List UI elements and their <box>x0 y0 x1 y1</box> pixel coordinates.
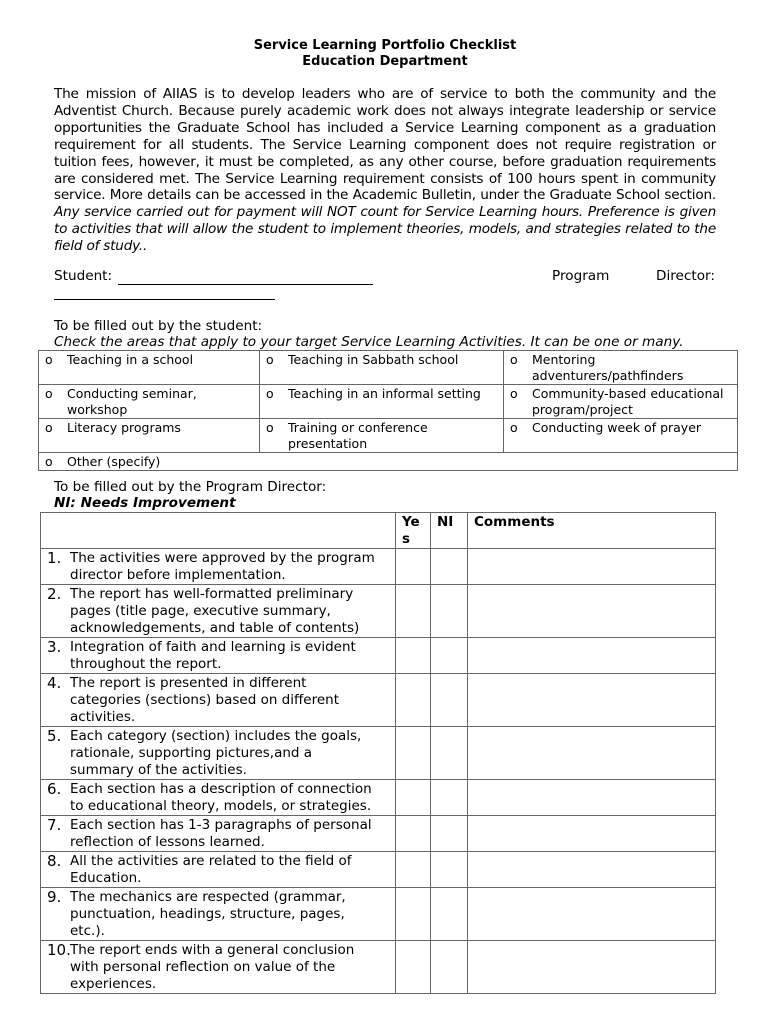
criterion <box>41 852 396 888</box>
ni-cell[interactable] <box>431 638 468 674</box>
yes-cell[interactable] <box>396 674 431 727</box>
ni-cell[interactable] <box>431 674 468 727</box>
activity-label: Teaching in an informal setting <box>288 386 481 401</box>
director-field[interactable] <box>54 299 275 300</box>
ni-cell[interactable] <box>431 816 468 852</box>
activity-label: Community-based educational program/project <box>532 386 724 417</box>
criterion-text: The report has well-formatted preliminary pages (title page, executive summary, acknowledgements, and table of contents) <box>70 586 360 636</box>
program-label: Program <box>552 268 610 284</box>
criterion <box>41 674 396 727</box>
criteria-row <box>41 585 716 638</box>
criterion <box>41 727 396 780</box>
ni-cell[interactable] <box>431 852 468 888</box>
mission-text: The mission of AIIAS is to develop leaders who are of service to both the community and the Adventist Church. Because purely academic work does not always integrate leadership or service opportunities the Graduate School has included a Service Learning component as a graduation requirement for all students. The Service Learning component does not require registration or tuition fees, however, it must be completed, as any other course, before graduation requirements are considered met. The Service Learning requirement consists of 100 hours spent in community service. More details can be accessed in the Academic Bulletin, under the Graduate School section. <box>54 86 716 204</box>
activity-label: Mentoring adventurers/pathfinders <box>532 352 684 383</box>
activity-option[interactable] <box>39 419 260 453</box>
criterion-text: The mechanics are respected (grammar, punctuation, headings, structure, pages, etc.). <box>70 889 346 939</box>
checkbox-bullet-icon[interactable]: o <box>45 454 53 469</box>
yes-cell[interactable] <box>396 888 431 941</box>
comments-cell[interactable] <box>468 549 716 585</box>
student-section-heading: To be filled out by the student: <box>54 318 263 334</box>
criterion-number: 3. <box>47 638 62 656</box>
criterion-number: 2. <box>47 585 62 603</box>
criterion <box>41 638 396 674</box>
mission-paragraph <box>54 86 716 255</box>
comments-cell[interactable] <box>468 638 716 674</box>
criterion-number: 7. <box>47 816 62 834</box>
activity-option[interactable] <box>260 419 504 453</box>
criteria-row <box>41 941 716 994</box>
criterion <box>41 549 396 585</box>
comments-cell[interactable] <box>468 852 716 888</box>
activity-option[interactable] <box>260 385 504 419</box>
criterion <box>41 941 396 994</box>
ni-cell[interactable] <box>431 941 468 994</box>
ni-cell[interactable] <box>431 888 468 941</box>
criterion-number: 8. <box>47 852 62 870</box>
criterion <box>41 888 396 941</box>
student-section-instruction: Check the areas that apply to your target Service Learning Activities. It can be one or many. <box>54 334 684 350</box>
yes-cell[interactable] <box>396 585 431 638</box>
yes-cell[interactable] <box>396 638 431 674</box>
criterion-text: Each section has a description of connection to educational theory, models, or strategies. <box>70 781 372 814</box>
yes-cell[interactable] <box>396 780 431 816</box>
checkbox-bullet-icon[interactable]: o <box>266 352 274 367</box>
student-label: Student: <box>54 268 113 284</box>
criterion-text: The report is presented in different categories (sections) based on different activities. <box>70 675 340 725</box>
mission-note: Any service carried out for payment will NOT count for Service Learning hours. Preference is given to activities that will allow the student to implement theories, models, and strategies related to the field of study.. <box>54 204 716 255</box>
criterion-number: 4. <box>47 674 62 692</box>
director-section-heading: To be filled out by the Program Director: <box>54 479 327 495</box>
criterion-text: The report ends with a general conclusion with personal reflection on value of the experiences. <box>70 942 355 992</box>
criteria-row <box>41 549 716 585</box>
activity-row <box>39 351 738 385</box>
activity-label: Conducting week of prayer <box>532 420 702 435</box>
activity-label: Teaching in Sabbath school <box>288 352 459 367</box>
document-title: Service Learning Portfolio Checklist <box>253 38 517 53</box>
ni-cell[interactable] <box>431 549 468 585</box>
comments-cell[interactable] <box>468 585 716 638</box>
ni-cell[interactable] <box>431 727 468 780</box>
checkbox-bullet-icon[interactable]: o <box>45 386 53 401</box>
activity-label: Other (specify) <box>67 454 161 469</box>
criteria-header <box>41 513 396 549</box>
needs-improvement-legend: NI: Needs Improvement <box>54 495 236 511</box>
criterion-text: Integration of faith and learning is evident throughout the report. <box>70 639 356 672</box>
criterion-number: 5. <box>47 727 62 745</box>
checkbox-bullet-icon[interactable]: o <box>510 420 518 435</box>
criteria-table <box>40 512 716 994</box>
yes-cell[interactable] <box>396 549 431 585</box>
criteria-row <box>41 852 716 888</box>
ni-cell[interactable] <box>431 585 468 638</box>
activity-label: Literacy programs <box>67 420 181 435</box>
activity-option[interactable] <box>39 453 738 471</box>
criteria-row <box>41 638 716 674</box>
comments-header: Comments <box>468 513 716 549</box>
ni-header: NI <box>431 513 468 549</box>
criterion-text: Each category (section) includes the goals, rationale, supporting pictures,and a summary of the activities. <box>70 728 362 778</box>
student-field[interactable] <box>118 284 373 285</box>
activity-label: Training or conference presentation <box>288 420 428 451</box>
criterion-number: 6. <box>47 780 62 798</box>
comments-cell[interactable] <box>468 780 716 816</box>
criteria-row <box>41 674 716 727</box>
checkbox-bullet-icon[interactable]: o <box>510 386 518 401</box>
activity-option[interactable] <box>39 351 260 385</box>
yes-cell[interactable] <box>396 727 431 780</box>
activity-label: Teaching in a school <box>67 352 194 367</box>
checkbox-bullet-icon[interactable]: o <box>266 386 274 401</box>
yes-cell[interactable] <box>396 816 431 852</box>
comments-cell[interactable] <box>468 888 716 941</box>
criterion-number: 10. <box>47 941 71 959</box>
criteria-row <box>41 780 716 816</box>
checkbox-bullet-icon[interactable]: o <box>266 420 274 435</box>
comments-cell[interactable] <box>468 674 716 727</box>
criteria-row <box>41 888 716 941</box>
criterion-number: 9. <box>47 888 62 906</box>
criteria-row <box>41 816 716 852</box>
comments-cell[interactable] <box>468 727 716 780</box>
activity-label: Conducting seminar, workshop <box>67 386 197 417</box>
activity-option[interactable] <box>39 385 260 419</box>
yes-cell[interactable] <box>396 941 431 994</box>
criterion-text: All the activities are related to the field of Education. <box>70 853 352 886</box>
activities-table <box>38 350 738 471</box>
criteria-row <box>41 727 716 780</box>
activity-option[interactable] <box>504 419 738 453</box>
criterion <box>41 780 396 816</box>
criterion <box>41 816 396 852</box>
criterion-number: 1. <box>47 549 62 567</box>
yes-cell[interactable] <box>396 852 431 888</box>
document-subtitle: Education Department <box>302 54 468 69</box>
activity-row <box>39 453 738 471</box>
checkbox-bullet-icon[interactable]: o <box>45 420 53 435</box>
yes-header: Ye s <box>396 513 431 549</box>
activity-option[interactable] <box>504 385 738 419</box>
checkbox-bullet-icon[interactable]: o <box>45 352 53 367</box>
activity-option[interactable] <box>260 351 504 385</box>
criterion-text: The activities were approved by the program director before implementation. <box>70 550 375 583</box>
comments-cell[interactable] <box>468 941 716 994</box>
director-label: Director: <box>656 268 715 284</box>
activity-row <box>39 385 738 419</box>
criterion <box>41 585 396 638</box>
activity-row <box>39 419 738 453</box>
activity-option[interactable] <box>504 351 738 385</box>
checkbox-bullet-icon[interactable]: o <box>510 352 518 367</box>
ni-cell[interactable] <box>431 780 468 816</box>
comments-cell[interactable] <box>468 816 716 852</box>
criterion-text: Each section has 1-3 paragraphs of personal reflection of lessons learned. <box>70 817 372 850</box>
